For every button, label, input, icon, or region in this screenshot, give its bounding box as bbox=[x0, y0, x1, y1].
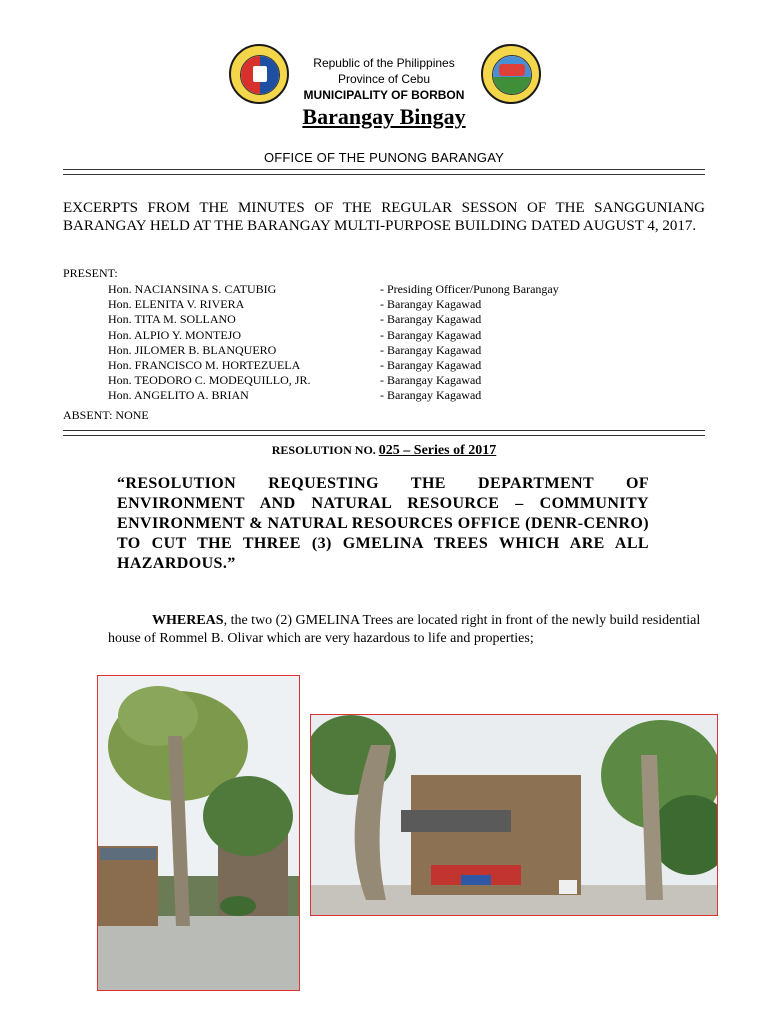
member-role: - Barangay Kagawad bbox=[380, 388, 482, 402]
tree-photo-right-image bbox=[311, 715, 718, 916]
member-name: Hon. FRANCISCO M. HORTEZUELA bbox=[108, 358, 301, 372]
section-divider bbox=[63, 430, 705, 436]
barangay-title: Barangay Bingay bbox=[302, 104, 466, 129]
header-divider bbox=[63, 169, 705, 175]
member-role: - Barangay Kagawad bbox=[380, 312, 482, 326]
member-name: Hon. JILOMER B. BLANQUERO bbox=[108, 343, 277, 357]
member-name: Hon. ELENITA V. RIVERA bbox=[108, 297, 245, 311]
member-role: - Barangay Kagawad bbox=[380, 343, 482, 357]
member-role: - Barangay Kagawad bbox=[380, 297, 482, 311]
member-name: Hon. ALPIO Y. MONTEJO bbox=[108, 328, 242, 342]
tree-photo-right bbox=[310, 714, 718, 916]
member-role: - Barangay Kagawad bbox=[380, 373, 482, 387]
excerpts-paragraph: EXCERPTS FROM THE MINUTES OF THE REGULAR SESSON OF THE SANGGUNIANG BARANGAY HELD AT THE BARANGAY MULTI-PURPOSE BUILDING DATED AUGUST 4, 2017. bbox=[63, 200, 705, 234]
member-role: - Barangay Kagawad bbox=[380, 358, 482, 372]
resolution-series: 025 – Series of 2017 bbox=[378, 443, 497, 458]
member-name: Hon. ANGELITO A. BRIAN bbox=[108, 388, 249, 402]
member-name: Hon. TITA M. SOLLANO bbox=[108, 312, 236, 326]
absent-label: ABSENT: NONE bbox=[63, 408, 149, 422]
resolution-title: “RESOLUTION REQUESTING THE DEPARTMENT OF ENVIRONMENT AND NATURAL RESOURCE – COMMUNITY ENVIRONMENT & NATURAL RESOURCES OFFICE (DENR-CENRO) TO CUT THE THREE (3) GMELINA TREES WHICH ARE ALL HAZARDOUS.” bbox=[117, 475, 649, 572]
present-label: PRESENT: bbox=[63, 266, 118, 280]
whereas-paragraph bbox=[108, 612, 708, 648]
member-role: - Presiding Officer/Punong Barangay bbox=[380, 282, 559, 296]
whereas-text: , the two (2) GMELINA Trees are located right in front of the newly build residential house of Rommel B. Olivar which are very hazardous to life and properties; bbox=[108, 613, 701, 646]
resolution-number bbox=[63, 443, 705, 459]
office-title: OFFICE OF THE PUNONG BARANGAY bbox=[263, 150, 505, 165]
whereas-lead: WHEREAS bbox=[152, 613, 224, 628]
header-republic: Republic of the Philippines bbox=[313, 56, 455, 70]
header-municipality: MUNICIPALITY OF BORBON bbox=[303, 88, 465, 102]
member-name: Hon. TEODORO C. MODEQUILLO, JR. bbox=[108, 373, 311, 387]
member-name: Hon. NACIANSINA S. CATUBIG bbox=[108, 282, 277, 296]
tree-photo-left-image bbox=[98, 676, 300, 991]
tree-photo-left bbox=[97, 675, 300, 991]
resolution-label: RESOLUTION NO. bbox=[271, 443, 376, 457]
member-role: - Barangay Kagawad bbox=[380, 328, 482, 342]
header-province: Province of Cebu bbox=[337, 72, 431, 86]
